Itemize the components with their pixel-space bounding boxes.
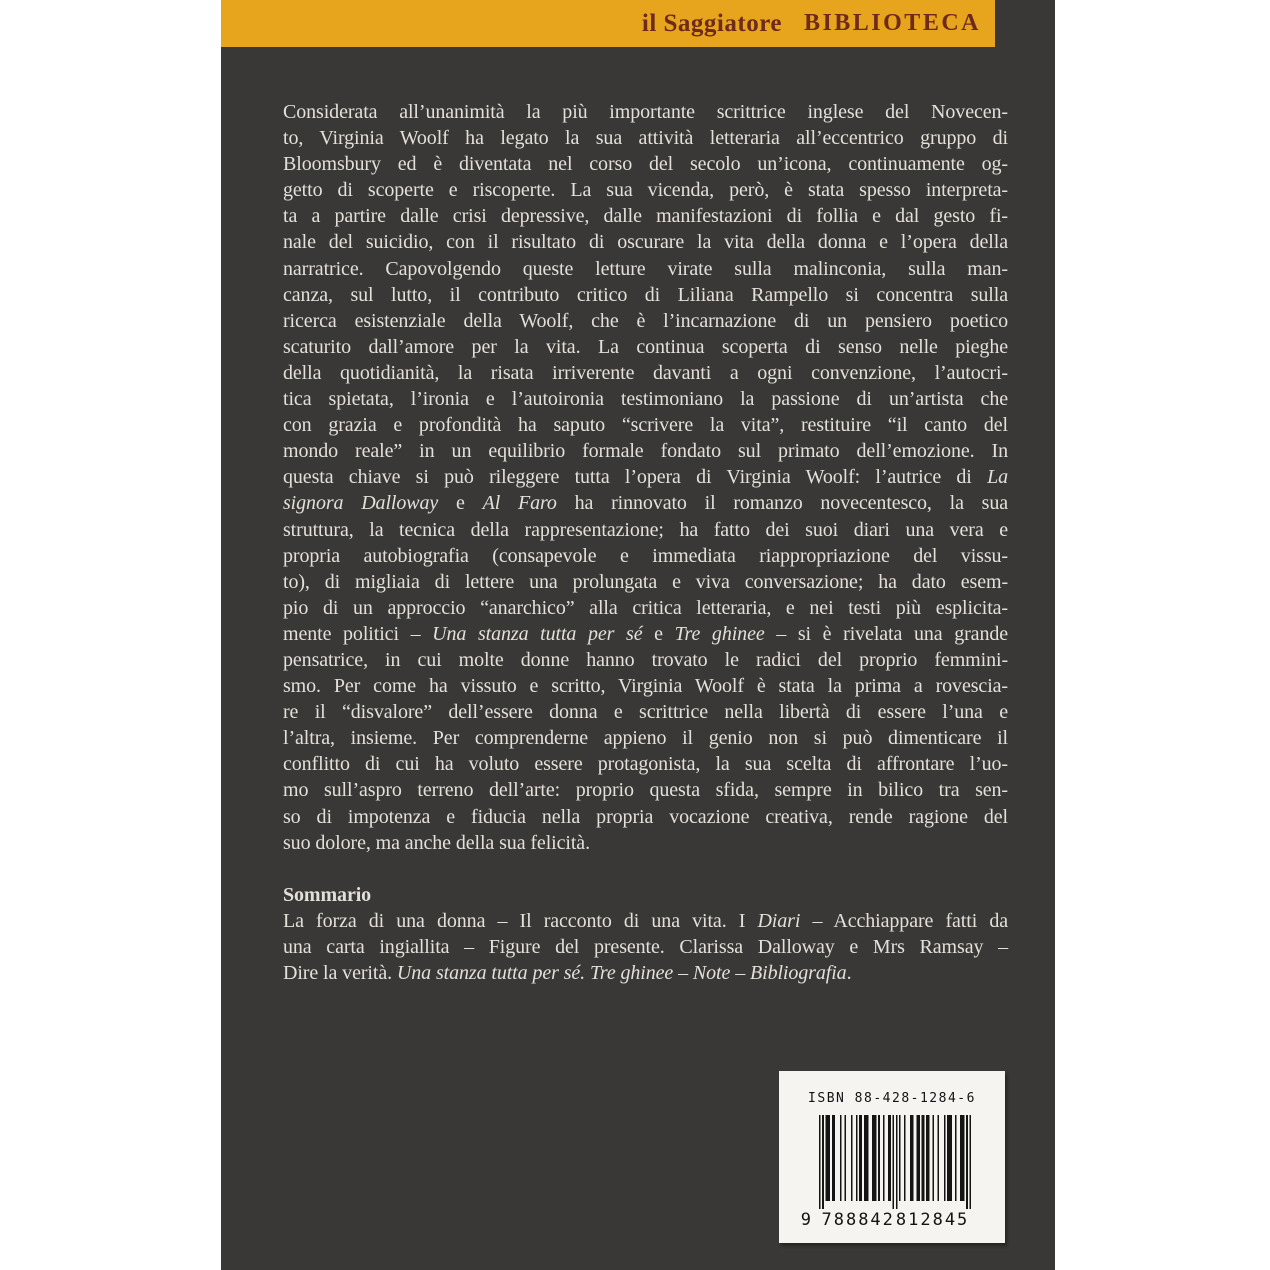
- text-line: La forza di una donna – Il racconto di una vita. I Diari – Acchiappare fatti da: [283, 909, 1008, 932]
- sommario-paragraph: [283, 908, 1008, 986]
- text-line: della quotidianità, la risata irriverente davanti a ogni convenzione, l’autocri-: [283, 361, 1008, 384]
- text-line: narratrice. Capovolgendo queste letture virate sulla malinconia, sulla man-: [283, 257, 1008, 280]
- series-band: [221, 0, 995, 47]
- text-line: Dire la verità. Una stanza tutta per sé. Tre ghinee – Note – Bibliografia.: [283, 962, 852, 985]
- text-line: mente politici – Una stanza tutta per sé e Tre ghinee – si è rivelata una grande: [283, 622, 1009, 645]
- paragraph-gap: [283, 856, 1008, 882]
- text-line: signora Dalloway e Al Faro ha rinnovato il romanzo novecentesco, la sua: [283, 492, 1009, 515]
- text-line: re il “disvalore” dell’essere donna e scrittrice nella libertà di essere l’una e: [283, 701, 1008, 724]
- imprint-name: il Saggiatore: [641, 9, 782, 37]
- text-line: Bloomsbury ed è diventata nel corso del secolo un’icona, continuamente og-: [283, 153, 1008, 176]
- isbn-text: ISBN 88-428-1284-6: [808, 1091, 976, 1106]
- back-cover-text: [283, 99, 1008, 986]
- barcode-digits: 788842: [821, 1210, 895, 1230]
- text-line: pensatrice, in cui molte donne hanno trovato le radici del proprio femmini-: [283, 648, 1008, 671]
- text-line: con grazia e profondità ha saputo “scrivere la vita”, restituire “il canto del: [283, 414, 1008, 437]
- text-line: nale del suicidio, con il risultato di oscurare la vita della donna e l’opera della: [283, 231, 1008, 254]
- text-line: mo sull’aspro terreno dell’arte: proprio questa sfida, sempre in bilico tra sen-: [283, 779, 1008, 802]
- text-line: questa chiave si può rileggere tutta l’opera di Virginia Woolf: l’autrice di La: [283, 466, 1008, 489]
- text-line: Considerata all’unanimità la più importante scrittrice inglese del Novecen-: [283, 101, 1008, 123]
- text-line: pio di un approccio “anarchico” alla critica letteraria, e nei testi più esplicita-: [283, 596, 1008, 619]
- blurb-paragraph: [283, 99, 1008, 856]
- text-line: l’altra, insieme. Per comprenderne appieno il genio non si può dimenticare il: [283, 727, 1008, 750]
- text-line: tica spietata, l’ironia e l’autoironia testimoniano la passione di un’artista che: [283, 388, 1008, 411]
- series-name: BIBLIOTECA: [803, 10, 981, 36]
- text-line: scaturito dall’amore per la vita. La continua scoperta di senso nelle pieghe: [283, 335, 1008, 358]
- text-line: mondo reale” in un equilibrio formale fondato sul primato dell’emozione. In: [283, 440, 1008, 463]
- text-line: to), di migliaia di lettere una prolungata e viva conversazione; ha dato esem-: [283, 570, 1008, 593]
- text-line: ta a partire dalle crisi depressive, dalle manifestazioni di follia e dal gesto fi-: [283, 205, 1008, 228]
- book-cover: [221, 0, 1055, 1270]
- text-line: canza, sul lutto, il contributo critico di Liliana Rampello si concentra sulla: [283, 283, 1008, 306]
- barcode-label: [779, 1071, 1005, 1243]
- barcode-digits: 9: [800, 1210, 813, 1230]
- text-line: una carta ingiallita – Figure del presente. Clarissa Dalloway e Mrs Ramsay –: [283, 936, 1008, 958]
- barcode-digits: 812845: [895, 1210, 970, 1230]
- text-line: propria autobiografia (consapevole e immediata riappropriazione del vissu-: [283, 544, 1008, 567]
- sommario-heading: Sommario: [283, 883, 372, 906]
- text-line: to, Virginia Woolf ha legato la sua attività letteraria all’eccentrico gruppo di: [283, 127, 1008, 150]
- text-line: smo. Per come ha vissuto e scritto, Virginia Woolf è stata la prima a rovescia-: [283, 675, 1008, 698]
- text-line: struttura, la tecnica della rappresentazione; ha fatto dei suoi diari una vera e: [283, 518, 1008, 541]
- text-line: ricerca esistenziale della Woolf, che è l’incarnazione di un pensiero poetico: [283, 309, 1008, 332]
- text-line: conflitto di cui ha voluto essere protagonista, la sua scelta di affrontare l’uo-: [283, 753, 1008, 776]
- text-line: getto di scoperte e riscoperte. La sua vicenda, però, è stata spesso interpreta-: [283, 179, 1008, 202]
- text-line: suo dolore, ma anche della sua felicità.: [283, 831, 590, 854]
- text-line: so di impotenza e fiducia nella propria vocazione creativa, rende ragione del: [283, 805, 1008, 828]
- ean-barcode: [779, 1115, 1005, 1239]
